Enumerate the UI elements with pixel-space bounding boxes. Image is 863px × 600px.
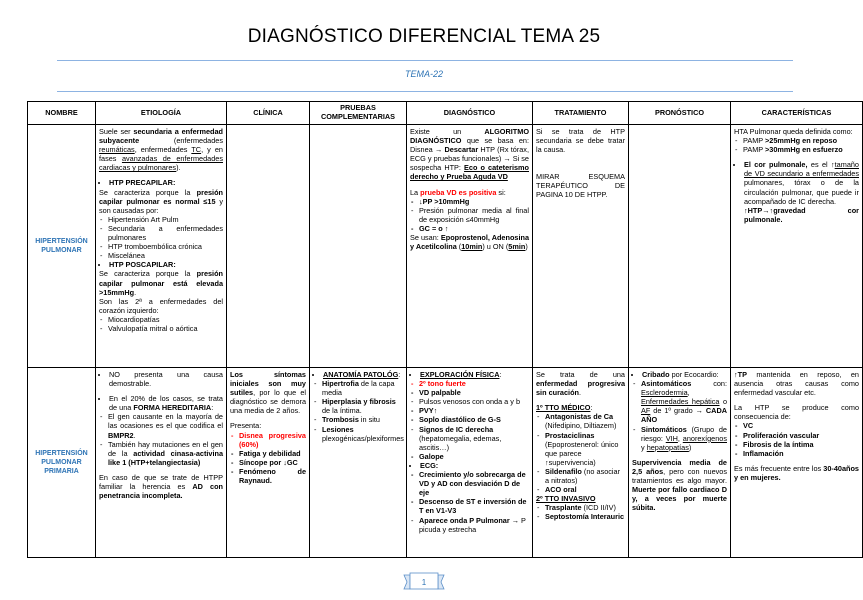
list-item: - Miocardiopatías [108,315,223,324]
col-pruebas: PRUEBAS COMPLEMENTARIAS [310,102,407,125]
sintomas-text: Los síntomas iniciales son muy sutiles, por lo que el diagnóstico se demora una media de 2 años. [230,370,306,416]
list-item: - Fibrosis de la íntima [743,440,859,449]
pamp-list [734,136,859,154]
cell-diagnostico [407,125,533,368]
table-row [28,125,863,368]
supervivencia-text: Supervivencia media de 2,5 años, pero con nuevos tratamientos es algo mayor. Muerte por fallo cardiaco D y, a veces por muerte súbita. [632,457,728,513]
cell-caracteristicas [731,125,863,368]
list-item: - PAMP >25mmHg en reposo [743,136,859,145]
tratamiento-intro: Se trata de una enfermedad progresiva sin curación. [536,370,625,398]
col-nombre: NOMBRE [28,102,96,125]
list-item: - Fenómeno de Raynaud. [239,467,306,485]
list-item: - Sintomáticos (Grupo de riesgo: VIH, anorexígenos y hepatopatías) [641,425,727,452]
tp-text: ↑TP mantenida en reposo, en ausencia otras causas como enfermedad vascular etc. [734,370,859,398]
list-item: - Trasplante (ICD II/IV) [545,503,625,512]
table-row [28,368,863,558]
list-item: - VC [743,421,859,430]
list-item: - Secundaria a enfermedades pulmonares [108,224,223,242]
list-item: - Hipertensión Art Pulm [108,215,223,224]
bottom-rule [57,91,793,92]
tto-invasivo-list [536,503,625,521]
herencia-text: En caso de que se trate de HTPP familiar la herencia es AD con penetrancia incompleta. [99,472,223,501]
frecuencia-text: Es más frecuente entre los 30-40años y en mujeres. [734,463,859,482]
col-diagnostico: DIAGNÓSTICO [407,102,533,125]
differential-table [27,101,863,558]
list-item: - Galope [419,452,529,461]
cell-etiologia [96,125,227,368]
col-pronostico: PRONÓSTICO [629,102,731,125]
list-item: - Crecimiento y/o sobrecarga de VD y AD con desviación D de eje [419,470,529,497]
list-item: - HTP tromboembólica crónica [108,242,223,251]
document-title: DIAGNÓSTICO DIFERENCIAL TEMA 25 [247,26,601,47]
list-item: - Trombosis in situ [322,415,403,424]
poscapilar-title: • HTP POSCAPILAR: [109,260,223,269]
list-item: - PAMP >30mmHg en esfuerzo [743,145,859,154]
page-number-ribbon [404,572,444,592]
document-subtitle: TEMA-22 [404,69,443,79]
col-tratamiento: TRATAMIENTO [533,102,629,125]
list-item: - Antagonistas de Ca (Nifedipino, Diltiazem) [545,412,625,430]
list-item: - Valvulopatía mitral o aórtica [108,324,223,333]
list-item: - Inflamación [743,449,859,458]
list-item: - Proliferación vascular [743,431,859,440]
col-etiologia: ETIOLOGÍA [96,102,227,125]
tratamiento-p1: Si se trata de HTP secundaria se debe tratar la causa. [536,127,625,155]
list-item: • NO presenta una causa demostrable. [109,370,223,388]
hta-definicion: HTA Pulmonar queda definida como: [734,127,853,136]
list-item: - Disnea progresiva (60%) [239,431,306,449]
list-item: - VD palpable [419,388,529,397]
exploracion-list [410,379,529,461]
etiologia-intro: Suele ser secundaria a enfermedad subyacente (enfermedades reumáticas, enfermedades TC, y en fases avanzadas de enfermedades cardiacas y pulmonares). [99,127,223,173]
hereditaria-list [99,412,223,467]
clinica-list [230,431,306,486]
gravedad-text: ↑HTP→↑gravedad cor pulmonale. [744,205,859,224]
list-item: - Fatiga y debilidad [239,449,306,458]
cell-caracteristicas [731,368,863,558]
top-rule [57,60,793,61]
list-item: - Signos de IC derecha (hepatomegalia, edemas, ascitis…) [419,425,529,452]
list-item: - ↓PP >10mmHg [419,197,529,206]
presenta-label: Presenta: [230,421,262,431]
poscapilar-text: Se caracteriza porque la presión capilar pulmonar está elevada >15mmHg. [99,269,223,297]
list-item: - También hay mutaciones en el gen de la actividad cinasa-activina like 1 (HTP+telangiectasia) [108,440,223,467]
cell-pronostico [629,368,731,558]
cell-pruebas-empty [310,125,407,368]
cell-etiologia [96,368,227,558]
row-name: HIPERTENSIÓN PULMONAR [28,125,96,368]
cell-tratamiento [533,368,629,558]
list-item: - Presión pulmonar media al final de exposición ≤40mmHg [419,206,529,224]
list-item: - 2º tono fuerte [419,379,529,388]
page-number: 1 [421,578,427,587]
tto-invasivo-title: 2º TTO INVASIVO [536,494,596,504]
precapilar-title: • HTP PRECAPILAR: [109,178,223,187]
anatomia-list [313,379,403,443]
list-item: - Descenso de ST e inversión de T en V1-V3 [419,497,529,515]
list-item: - El gen causante en la mayoría de las ocasiones es el que codifica el BMPR2. [108,412,223,439]
list-item: - Aparece onda P Pulmonar → P picuda y estrecha [419,516,529,534]
list-item: • Cribado por Ecocardio: [642,370,727,379]
list-item: • ECG: [420,461,529,470]
list-item: - Hiperplasia y fibrosis de la íntima. [322,397,403,415]
col-clinica: CLÍNICA [227,102,310,125]
cell-pronostico-empty [629,125,731,368]
prueba-vd-list [410,197,529,233]
list-item: - Pulsos venosos con onda a y b [419,397,529,406]
precapilar-text: Se caracteriza porque la presión capilar pulmonar es normal ≤15 y son causadas por: [99,187,223,215]
header-row [28,102,863,125]
poscapilar-list [99,315,223,333]
cor-pulmonale-list [734,160,859,224]
precapilar-list [99,215,223,260]
list-item: - Sildenafilo (no asociar a nitratos) [545,467,625,485]
cell-pruebas [310,368,407,558]
ecg-list [410,470,529,534]
list-item: - Asintomáticos con: Esclerodermia, Enfermedades hepática o AF de 1º grado → CADA AÑO [641,379,727,424]
list-item: - Septostomía Interauric [545,512,625,521]
cell-clinica-empty [227,125,310,368]
list-item: - Soplo diastólico de G-S [419,415,529,424]
list-item: - Prostaciclinas (Epoprostenerol: único que parece ↑supervivencia) [545,431,625,467]
list-item: - ACO oral [545,485,625,494]
anatomia-title: • ANATOMÍA PATOLÓG: [323,370,403,379]
consecuencia-list [734,421,859,457]
list-item: • El cor pulmonale, es el ↑tamaño de VD secundario a enfermedades pulmonares, tórax o de la circulación pulmonar, que puede ir acompañado de IC derecha. ↑HTP→↑gravedad cor pulmonale. [744,160,859,224]
cribado-list [632,379,727,452]
cell-clinica [227,368,310,558]
cell-diagnostico [407,368,533,558]
poscapilar-text-2: Son las 2ª a enfermedades del corazón izquierdo: [99,296,223,315]
consecuencia-text: La HTP se produce como consecuencia de: [734,403,859,422]
list-item: - Miscelánea [108,251,223,260]
list-item: - PVY↑ [419,406,529,415]
farmacos-text: Se usan: Epoprostenol, Adenosina y Acetilcolina (10min) u ON (5min) [410,233,529,252]
col-caracteristicas: CARACTERÍSTICAS [731,102,863,125]
row-name: HIPERTENSIÓN PULMONAR PRIMARIA [28,368,96,558]
cell-tratamiento [533,125,629,368]
exploracion-title: • EXPLORACIÓN FÍSICA: [420,370,529,379]
list-item: - Lesiones plexogénicas/plexiformes [322,425,403,443]
list-item: - Síncope por ↓GC [239,458,306,467]
tto-medico-title: 1º TTO MÉDICO: [536,403,593,413]
tratamiento-p2: MIRAR ESQUEMA TERAPÉUTICO DE PAGINA 10 DE HTPP. [536,172,625,200]
list-item: - Hipertrofia de la capa media [322,379,403,397]
prueba-vd-text: La prueba VD es positiva si: [410,187,506,197]
list-item: • En el 20% de los casos, se trata de una FORMA HEREDITARIA: [109,394,223,412]
algoritmo-text: Existe un ALGORITMO DIAGNÓSTICO que se basa en: Disnea → Descartar HTP (Rx tórax, ECG y pruebas funcionales) → Si se sospecha HTP: Eco o cateterismo derecho y Prueba Aguda VD [410,127,529,182]
list-item: - GC = o ↑ [419,224,529,233]
tto-medico-list [536,412,625,494]
